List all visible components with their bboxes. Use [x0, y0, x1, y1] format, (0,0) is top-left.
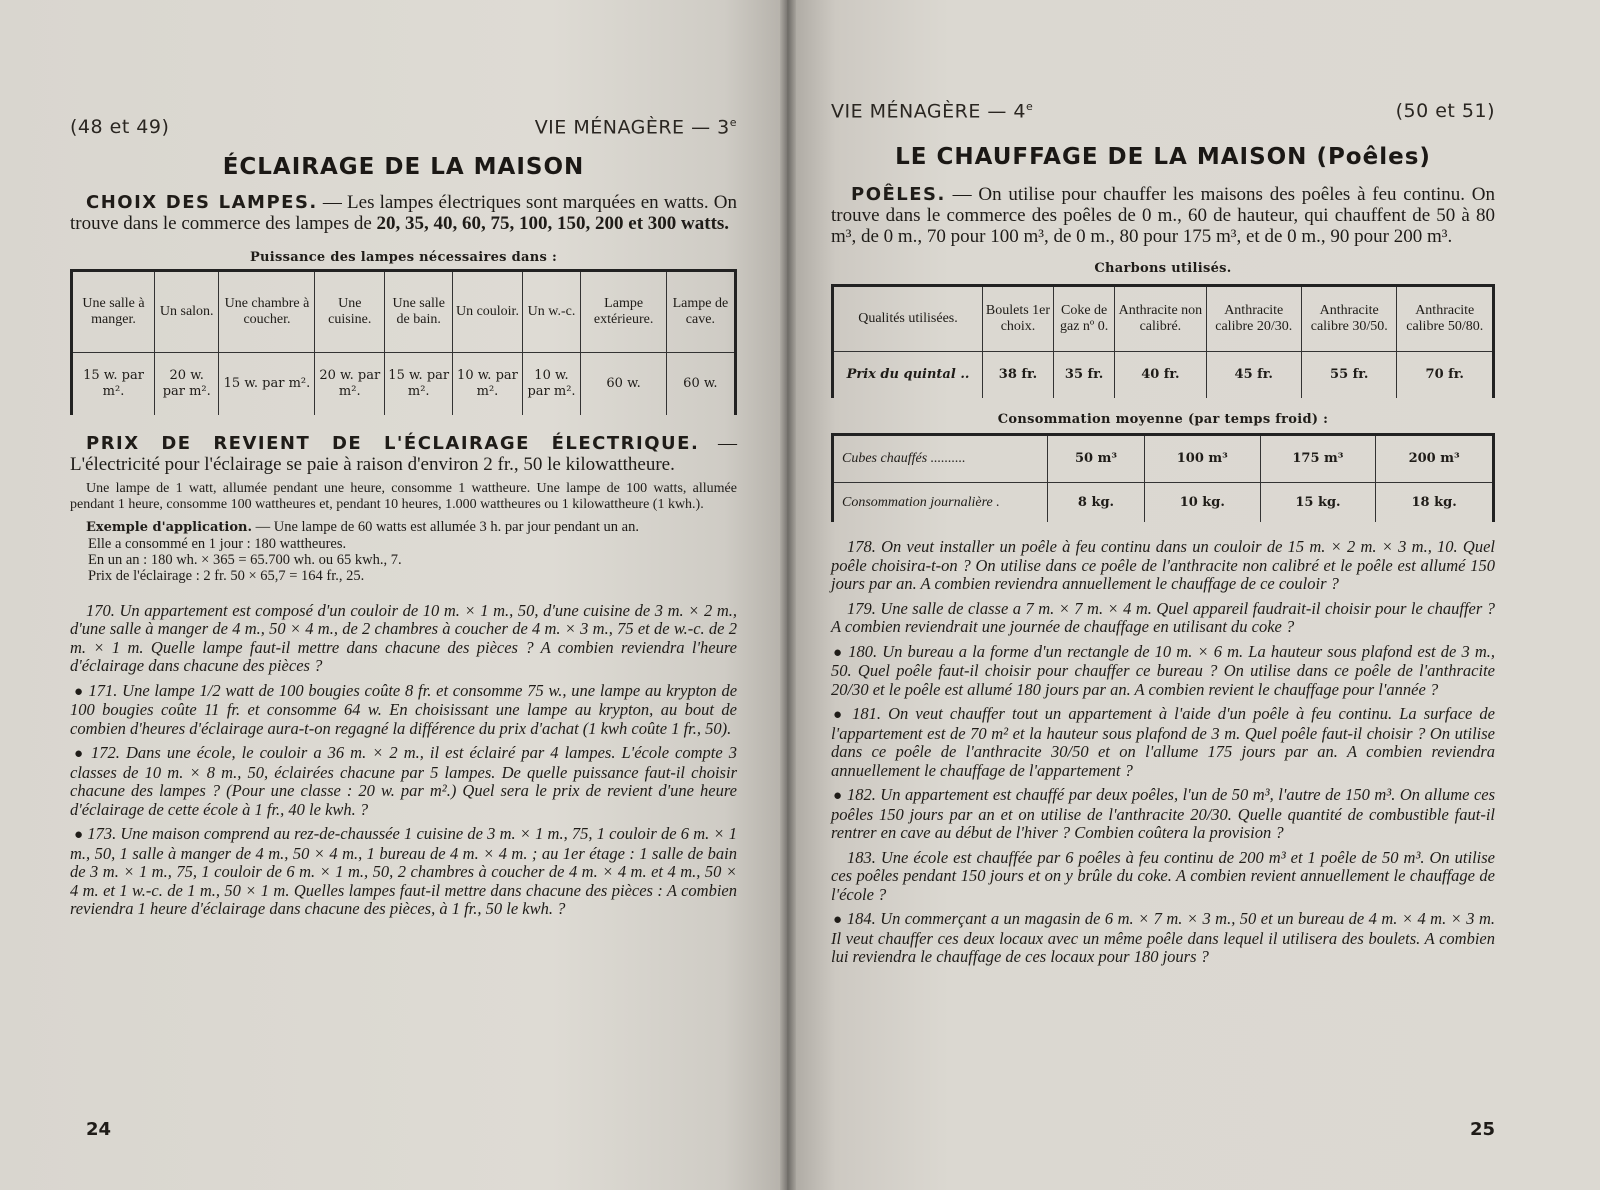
- consommation-table: [831, 433, 1495, 523]
- lamp-power-table: [70, 269, 737, 415]
- cubes-value: 175 m³: [1260, 434, 1376, 482]
- right-chapter-label: VIE MÉNAGÈRE — 4e: [831, 100, 1034, 123]
- charbon-price-value: 55 fr.: [1301, 352, 1396, 398]
- exercise-183: 183. Une école est chauffée par 6 poêles à feu continu de 200 m³ et 1 poêle de 50 m³. On utilise ces poêles pendant 150 jours et on y brûle du coke. A combien revient annuellement le chauffage de l'école ?: [831, 847, 1495, 904]
- lamp-room-header: Une salle à manger.: [72, 271, 155, 353]
- charbon-price-value: 40 fr.: [1115, 352, 1206, 398]
- lamp-table-caption: Puissance des lampes nécessaires dans :: [249, 250, 558, 266]
- charbon-quality-header: Anthracite non calibré.: [1115, 286, 1206, 352]
- lamp-power-value: 15 w. par m².: [72, 353, 155, 415]
- prix-paragraph: PRIX DE REVIENT DE L'ÉCLAIRAGE ÉLECTRIQUE. — L'électricité pour l'éclairage se paie à raison d'environ 2 fr., 50 le kilowattheure.: [70, 432, 737, 475]
- charbon-price-value: 35 fr.: [1053, 352, 1114, 398]
- prix-explanation: Une lampe de 1 watt, allumée pendant une heure, consomme 1 wattheure. Une lampe de 100 watts, allumée pendant 1 heure, consomme 100 wattheures et, pendant 10 heures, 1.000 wattheures ou 1 kilowattheure (1 kwh.).: [70, 480, 737, 512]
- left-page-ref: (48 et 49): [70, 116, 170, 139]
- exercise-179: 179. Une salle de classe a 7 m. × 7 m. × 4 m. Quel appareil faudrait-il choisir pour le chauffer ? A combien reviendrait une journée de chauffage en utilisant du coke ?: [831, 598, 1495, 637]
- exercise-178: 178. On veut installer un poêle à feu continu dans un couloir de 15 m. × 2 m. × 3 m., 10. Quel poêle choisira-t-on ? On utilise dans ce poêle de l'anthracite non calibré et le poêle est allumé 150 jours par an. A combien reviendra annuellement le chauffage de ce couloir ?: [831, 537, 1495, 594]
- charbon-quality-header: Boulets 1er choix.: [983, 286, 1054, 352]
- exemple-application: Exemple d'application. — Une lampe de 60 watts est allumée 3 h. par jour pendant un an. Elle a consommé en 1 jour : 180 wattheures. En un an : 180 wh. × 365 = 65.700 wh. ou 65 kwh., 7. Prix de l'éclairage : 2 fr. 50 × 65,7 = 164 fr., 25.: [70, 519, 737, 584]
- exercise-180: ● 180. Un bureau a la forme d'un rectangle de 10 m. × 6 m. La hauteur sous plafond est de 3 m., 50. Quel poêle faut-il choisir pour chauffer ce bureau ? On utilise dans ce poêle de l'anthracite 20/30 et le poêle est allumé 180 jours par an. A combien revient le chauffage pour l'année ?: [831, 641, 1496, 699]
- lamp-room-header: Lampe extérieure.: [581, 271, 666, 353]
- charbons-row-label: Qualités utilisées.: [833, 286, 983, 352]
- conso-label: Consommation journalière .: [833, 482, 1048, 522]
- charbon-quality-header: Anthracite calibre 30/50.: [1301, 286, 1396, 352]
- lamp-room-header: Un couloir.: [453, 271, 522, 353]
- lamp-room-header: Lampe de cave.: [672, 296, 729, 328]
- exercise-182: ● 182. Un appartement est chauffé par deux poêles, l'un de 50 m³, l'autre de 150 m³. On allume ces poêles 150 jours par an et on utilise de l'anthracite 20/30. Quelle quantité de combustible faut-il rentrer en cave au début de l'hiver ? Combien coûtera la provision ?: [831, 785, 1496, 843]
- poeles-paragraph: POÊLES. — On utilise pour chauffer les maisons des poêles à feu continu. On trouve dans le commerce des poêles de 0 m., 60 de hauteur, qui chauffent de 50 à 80 m³, de 0 m., 70 pour 100 m³, de 0 m., 80 pour 175 m³, et de 0 m., 90 pour 200 m³.: [831, 184, 1495, 248]
- lamp-power-value: 20 w. par m².: [155, 353, 219, 415]
- exercise-181: ● 181. On veut chauffer tout un appartement à l'aide d'un poêle à feu continu. La surface de l'appartement est de 70 m² et la hauteur sous plafond de 3 m. Quel poêle faut-il choisir ? On utilise dans ce poêle de l'anthracite 30/50 et on l'allume 175 jours par an. A combien reviendra annuellement le chauffage de l'appartement ?: [831, 704, 1495, 780]
- charbon-price-value: 38 fr.: [983, 352, 1054, 398]
- cubes-value: 200 m³: [1408, 451, 1460, 467]
- charbon-quality-header: Coke de gaz nº 0.: [1053, 286, 1114, 352]
- exercise-170: 170. Un appartement est composé d'un couloir de 10 m. × 1 m., 50, d'une cuisine de 3 m. × 2 m., d'une salle à manger de 4 m., 50 × 4 m., de 2 chambres à coucher de 4 m. × 3 m., 75 et de w.-c. de 2 m. × 1 m. Quelle lampe faut-il mettre dans chacune des pièces ? A combien reviendra l'heure d'éclairage dans chacune des pièces ?: [70, 600, 737, 676]
- exercise-173: ● 173. Une maison comprend au rez-de-chaussée 1 cuisine de 3 m. × 1 m., 75, 1 couloir de 6 m. × 1 m., 50, 1 salle à manger de 4 m., 50 × 4 m., 1 bureau de 4 m. × 4 m. ; au 1er étage : 1 salle de bain de 3 m. × 1 m., 75, 1 couloir de 6 m. × 1 m., 50, 2 chambres à coucher de 4 m. × 4 m. et 4 m., 50 × 4 m. et 1 w.-c. de 1 m., 50 × 1 m. Quelles lampes faut-il mettre dans chacune des pièces : A combien reviendra 1 heure d'éclairage dans chacune des pièces, à 1 fr., 50 le kwh. ?: [70, 824, 737, 919]
- prix-quintal-label: Prix du quintal ..: [833, 352, 983, 398]
- charbon-quality-header: Anthracite calibre 20/30.: [1206, 286, 1301, 352]
- charbons-table: [831, 284, 1495, 398]
- left-running-header: [70, 116, 737, 138]
- left-page-title: ÉCLAIRAGE DE LA MAISON: [222, 154, 585, 181]
- conso-value: 8 kg.: [1048, 482, 1145, 522]
- conso-value: 18 kg.: [1376, 482, 1494, 522]
- left-page-number: 24: [86, 1119, 112, 1140]
- conso-value: 15 kg.: [1260, 482, 1376, 522]
- cubes-value: 50 m³: [1048, 434, 1145, 482]
- exercise-184: ● 184. Un commerçant a un magasin de 6 m. × 7 m. × 3 m., 50 et un bureau de 4 m. × 4 m. × 3 m. Il veut chauffer ces deux locaux avec un même poêle dans lequel il utilisera des boulets. A combien lui reviendra le chauffage de ces locaux pour 180 jours ?: [831, 909, 1496, 967]
- charbon-price-value: 70 fr.: [1397, 352, 1494, 398]
- lamp-room-header: Un w.-c.: [522, 271, 581, 353]
- choix-heading: CHOIX DES LAMPES.: [86, 192, 318, 214]
- charbon-quality-header: Anthracite calibre 50/80.: [1406, 303, 1484, 335]
- prix-heading: PRIX DE REVIENT DE L'ÉCLAIRAGE ÉLECTRIQUE.: [86, 432, 700, 454]
- left-chapter-label: VIE MÉNAGÈRE — 3e: [534, 116, 737, 139]
- lamp-wattages: 20, 35, 40, 60, 75, 100, 150, 200 et 300 watts.: [376, 213, 730, 235]
- charbons-caption: Charbons utilisés.: [1094, 261, 1232, 277]
- lamp-power-value: 15 w. par m².: [219, 353, 315, 415]
- exercise-171: ● 171. Une lampe 1/2 watt de 100 bougies coûte 8 fr. et consomme 75 w., une lampe au krypton de 100 bougies coûte 11 fr. et consomme 64 w. En choisissant une lampe au krypton, au bout de combien d'heures d'éclairage aura-t-on regagné la différence du prix d'achat (1 kwh coûte 1 fr., 50).: [70, 680, 738, 738]
- lamp-power-value: 60 w.: [666, 353, 735, 415]
- right-page-ref: (50 et 51): [1395, 100, 1495, 123]
- lamp-room-header: Une chambre à coucher.: [219, 271, 315, 353]
- poeles-heading: POÊLES.: [851, 184, 946, 206]
- lamp-room-header: Une cuisine.: [315, 271, 385, 353]
- lamp-power-value: 10 w. par m².: [522, 353, 581, 415]
- lamp-power-value: 60 w.: [581, 353, 666, 415]
- choix-paragraph: CHOIX DES LAMPES. — Les lampes électriques sont marquées en watts. On trouve dans le commerce des lampes de 20, 35, 40, 60, 75, 100, 150, 200 et 300 watts.: [70, 192, 737, 235]
- charbon-price-value: 45 fr.: [1206, 352, 1301, 398]
- lamp-power-value: 15 w. par m².: [385, 353, 453, 415]
- left-page: [0, 0, 787, 1190]
- lamp-room-header: Un salon.: [155, 271, 219, 353]
- conso-value: 10 kg.: [1145, 482, 1261, 522]
- right-page: [787, 0, 1600, 1190]
- exemple-line: En un an : 180 wh. × 365 = 65.700 wh. ou 65 kwh., 7.: [88, 551, 402, 568]
- lamp-power-value: 10 w. par m².: [453, 353, 522, 415]
- lamp-room-header: Une salle de bain.: [385, 271, 453, 353]
- lamp-power-value: 20 w. par m².: [315, 353, 385, 415]
- right-page-number: 25: [1469, 1119, 1495, 1140]
- right-running-header: [831, 100, 1495, 122]
- exercise-172: ● 172. Dans une école, le couloir a 36 m. × 2 m., il est éclairé par 4 lampes. L'école compte 3 classes de 10 m. × 8 m., 50, éclairées chacune par 5 lampes. De quelle puissance faut-il choisir chacune des lampes ? (Pour une classe : 20 w. par m².) Quel sera le prix de revient d'une heure d'éclairage de cette école à 1 fr., 40 le kwh. ?: [70, 743, 738, 819]
- exemple-line: Prix de l'éclairage : 2 fr. 50 × 65,7 = 164 fr., 25.: [88, 567, 365, 584]
- cubes-value: 100 m³: [1145, 434, 1261, 482]
- consommation-caption: Consommation moyenne (par temps froid) :: [997, 411, 1329, 427]
- right-page-title: LE CHAUFFAGE DE LA MAISON (Poêles): [895, 144, 1431, 171]
- cubes-label: Cubes chauffés ..........: [833, 434, 1048, 482]
- exemple-line: Elle a consommé en 1 jour : 180 wattheures.: [88, 535, 347, 552]
